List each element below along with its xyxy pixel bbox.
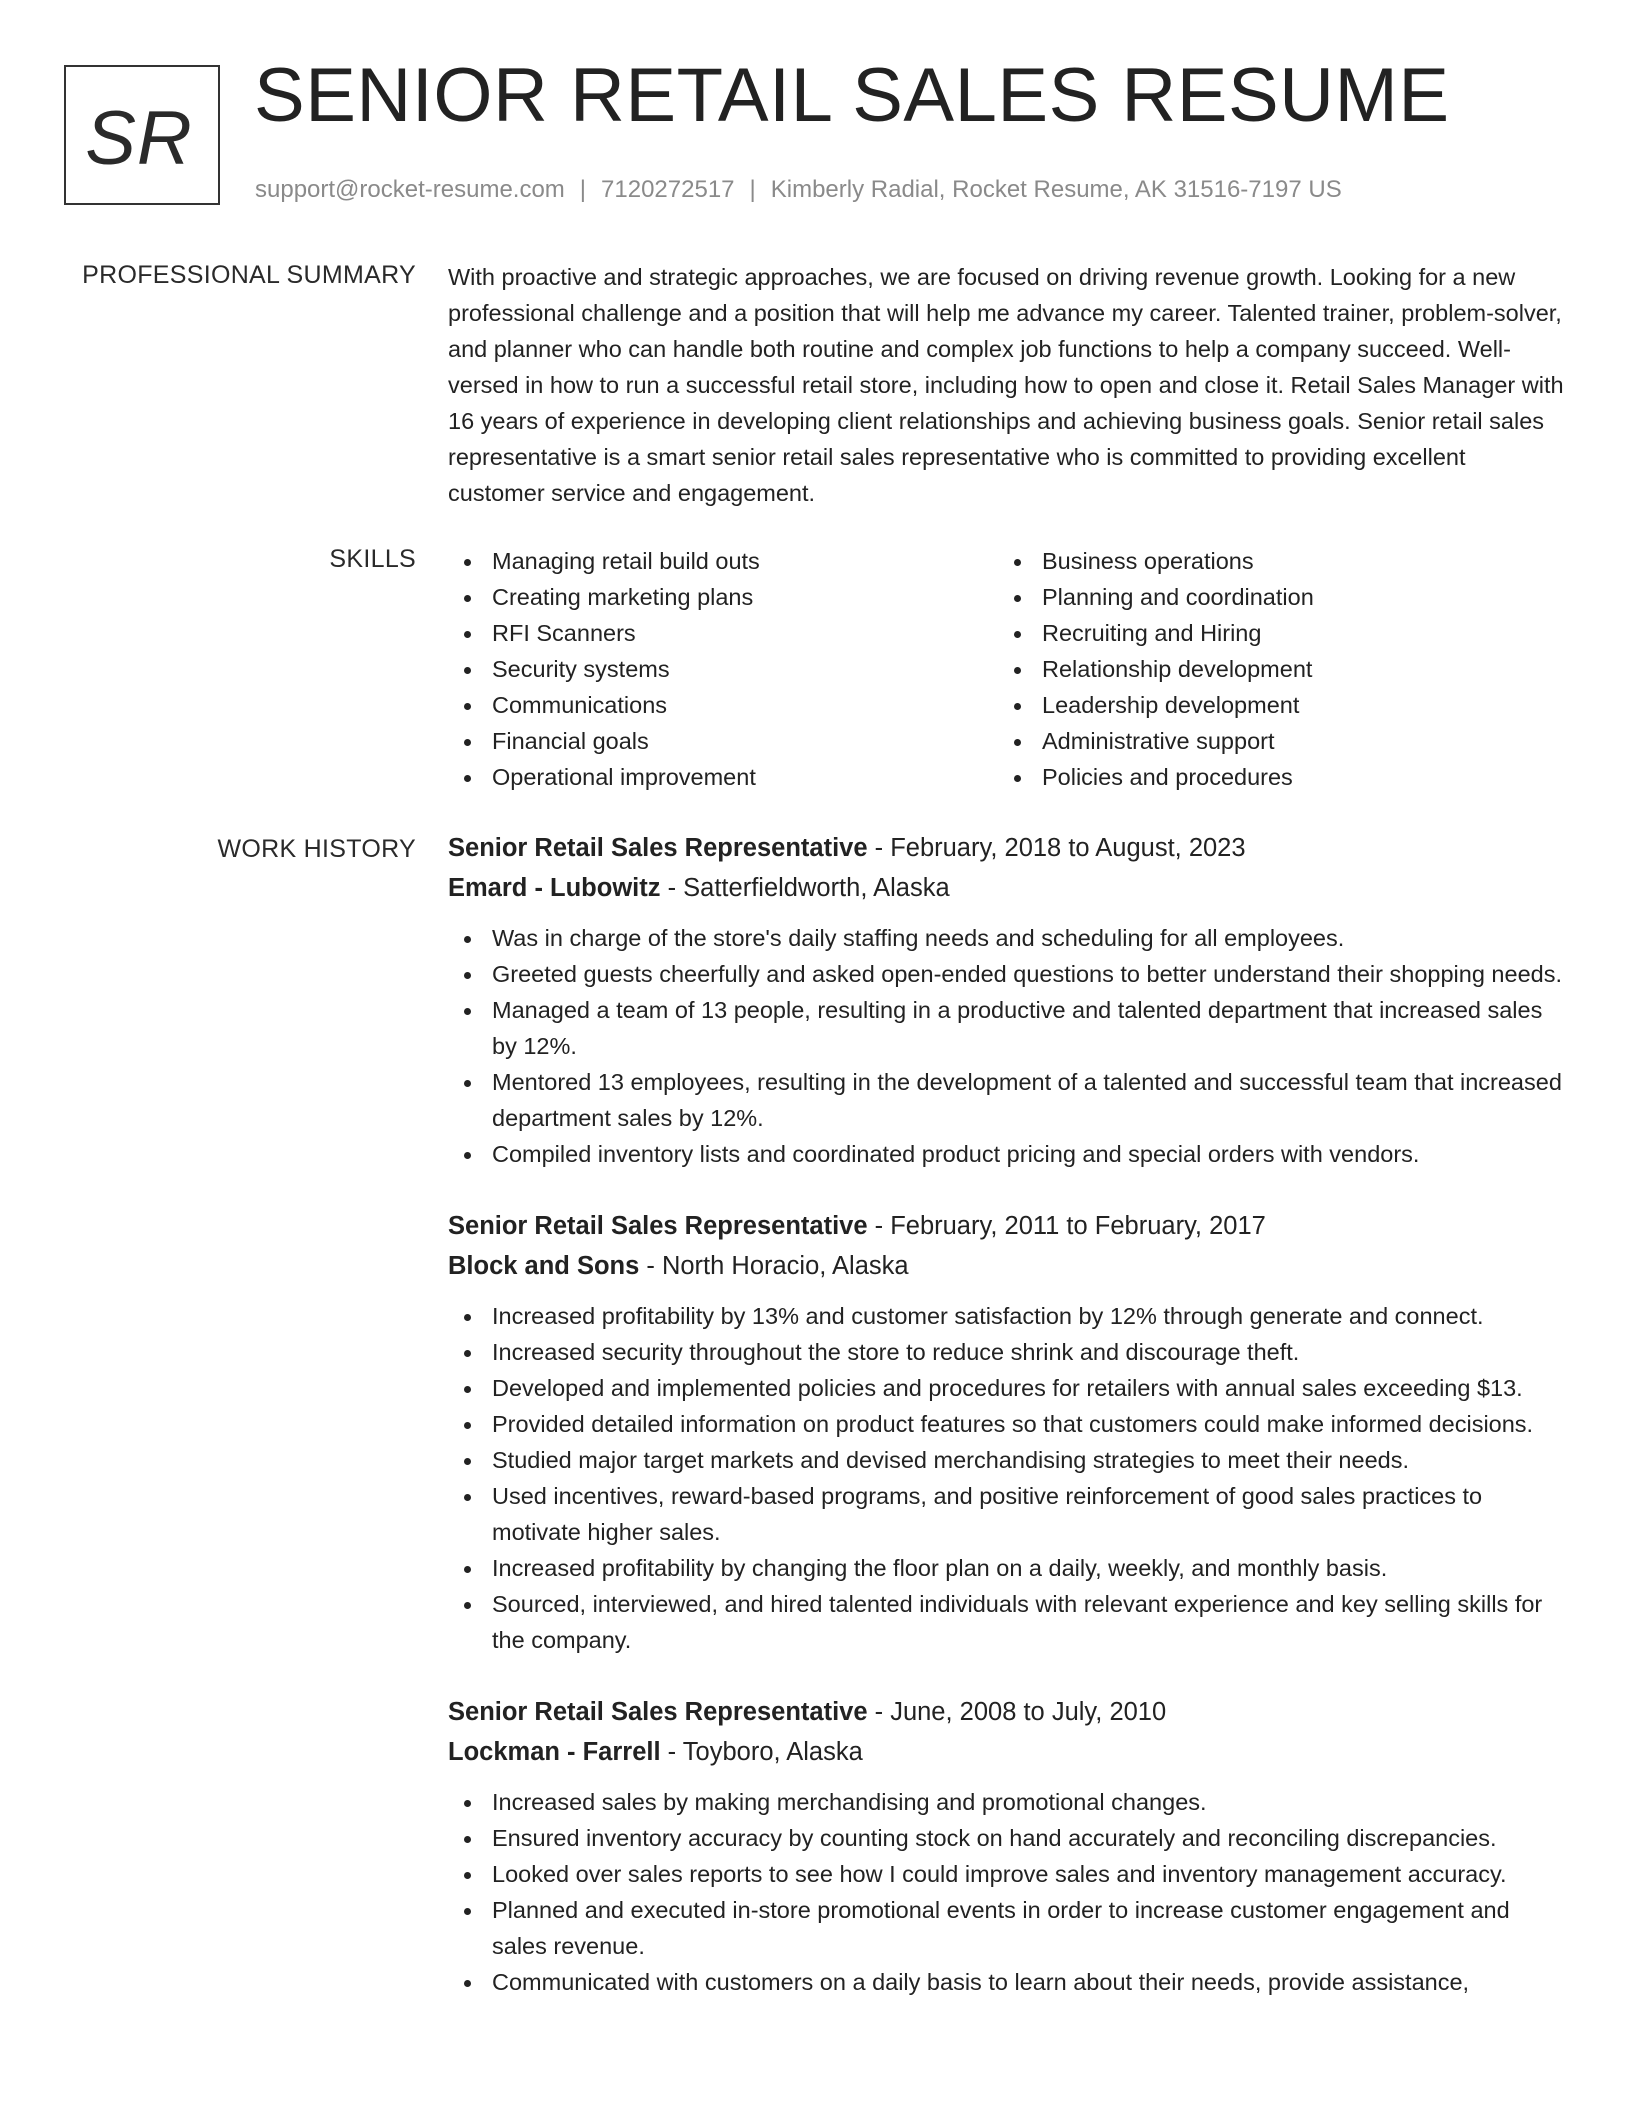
work-history-heading: WORK HISTORY (217, 835, 416, 863)
skill-item: Communications (448, 687, 998, 723)
monogram-box (64, 65, 220, 205)
job-company-line (448, 1246, 1568, 1286)
job-bullets (448, 1298, 1563, 1658)
skill-item: Policies and procedures (998, 759, 1548, 795)
job-title-line (448, 1206, 1568, 1246)
job-bullet: Increased security throughout the store to reduce shrink and discourage theft. (448, 1334, 1563, 1370)
skill-item: Planning and coordination (998, 579, 1548, 615)
skill-item: Leadership development (998, 687, 1548, 723)
job-bullet: Ensured inventory accuracy by counting stock on hand accurately and reconciling discrepancies. (448, 1820, 1563, 1856)
job-bullet: Sourced, interviewed, and hired talented individuals with relevant experience and key selling skills for the company. (448, 1586, 1563, 1658)
job-bullet: Mentored 13 employees, resulting in the development of a talented and successful team that increased department sales by 12%. (448, 1064, 1563, 1136)
skill-item: Managing retail build outs (448, 543, 998, 579)
job-bullet: Increased profitability by 13% and customer satisfaction by 12% through generate and connect. (448, 1298, 1563, 1334)
job-bullet: Was in charge of the store's daily staffing needs and scheduling for all employees. (448, 920, 1563, 956)
job-company-line (448, 868, 1568, 908)
job-company: Lockman - Farrell (448, 1738, 661, 1766)
contact-phone: 7120272517 (601, 176, 735, 203)
skill-item: Creating marketing plans (448, 579, 998, 615)
skill-item: Operational improvement (448, 759, 998, 795)
job-bullet: Looked over sales reports to see how I could improve sales and inventory management accuracy. (448, 1856, 1563, 1892)
job-bullet: Increased sales by making merchandising and promotional changes. (448, 1784, 1563, 1820)
skills-right-list (998, 543, 1548, 795)
job-title: Senior Retail Sales Representative (448, 1212, 868, 1240)
summary-heading: PROFESSIONAL SUMMARY (82, 261, 416, 289)
job-bullet: Increased profitability by changing the floor plan on a daily, weekly, and monthly basis. (448, 1550, 1563, 1586)
job-title-line (448, 828, 1568, 868)
skills-left-list (448, 543, 998, 795)
skill-item: RFI Scanners (448, 615, 998, 651)
job-bullets (448, 920, 1563, 1172)
job-dates: - February, 2018 to August, 2023 (867, 834, 1246, 862)
skill-item: Administrative support (998, 723, 1548, 759)
job-bullets (448, 1784, 1563, 2000)
job-company: Block and Sons (448, 1252, 640, 1280)
summary-text: With proactive and strategic approaches, we are focused on driving revenue growth. Looking for a new professional challenge and a position that will help me advance my career. Talented trainer, problem-solver, and planner who can handle both routine and complex job functions to help a company succeed. Well-versed in how to run a successful retail store, including how to open and close it. Retail Sales Manager with 16 years of experience in developing client relationships and achieving business goals. Senior retail sales representative is a smart senior retail sales representative who is committed to providing excellent customer service and engagement. (448, 264, 1564, 506)
job-title-line (448, 1692, 1568, 1732)
job-company-line (448, 1732, 1568, 1772)
job-location: - Toyboro, Alaska (660, 1738, 863, 1766)
job-bullet: Greeted guests cheerfully and asked open-ended questions to better understand their shopping needs. (448, 956, 1563, 992)
job-bullet: Managed a team of 13 people, resulting in a productive and talented department that increased sales by 12%. (448, 992, 1563, 1064)
job-bullet: Studied major target markets and devised merchandising strategies to meet their needs. (448, 1442, 1563, 1478)
job-bullet: Developed and implemented policies and procedures for retailers with annual sales exceeding $13. (448, 1370, 1563, 1406)
job-dates: - June, 2008 to July, 2010 (867, 1698, 1167, 1726)
summary-section (448, 259, 1568, 511)
contact-separator: | (579, 176, 587, 203)
job-entry (448, 1692, 1568, 2000)
skill-item: Financial goals (448, 723, 998, 759)
work-history-section (448, 828, 1568, 2034)
job-entry (448, 828, 1568, 1172)
job-title: Senior Retail Sales Representative (448, 834, 868, 862)
job-bullet: Provided detailed information on product features so that customers could make informed decisions. (448, 1406, 1563, 1442)
skill-item: Relationship development (998, 651, 1548, 687)
skill-item: Recruiting and Hiring (998, 615, 1548, 651)
contact-email: support@rocket-resume.com (255, 176, 565, 203)
job-dates: - February, 2011 to February, 2017 (867, 1212, 1266, 1240)
monogram-initials: SR (85, 95, 193, 181)
job-title: Senior Retail Sales Representative (448, 1698, 868, 1726)
skills-section (448, 543, 1568, 795)
contact-line (255, 176, 1342, 205)
skills-heading: SKILLS (329, 545, 416, 573)
job-bullet: Used incentives, reward-based programs, and positive reinforcement of good sales practices to motivate higher sales. (448, 1478, 1563, 1550)
job-bullet: Planned and executed in-store promotional events in order to increase customer engagement and sales revenue. (448, 1892, 1563, 1964)
resume-title: SENIOR RETAIL SALES RESUME (254, 53, 1450, 138)
job-bullet: Compiled inventory lists and coordinated product pricing and special orders with vendors. (448, 1136, 1563, 1172)
job-location: - Satterfieldworth, Alaska (660, 874, 950, 902)
job-location: - North Horacio, Alaska (639, 1252, 909, 1280)
contact-separator: | (749, 176, 756, 203)
skill-item: Security systems (448, 651, 998, 687)
job-entry (448, 1206, 1568, 1658)
job-bullet: Communicated with customers on a daily basis to learn about their needs, provide assistance, (448, 1964, 1563, 2000)
skill-item: Business operations (998, 543, 1548, 579)
contact-address: Kimberly Radial, Rocket Resume, AK 31516-7197 US (770, 176, 1342, 203)
job-company: Emard - Lubowitz (448, 874, 661, 902)
